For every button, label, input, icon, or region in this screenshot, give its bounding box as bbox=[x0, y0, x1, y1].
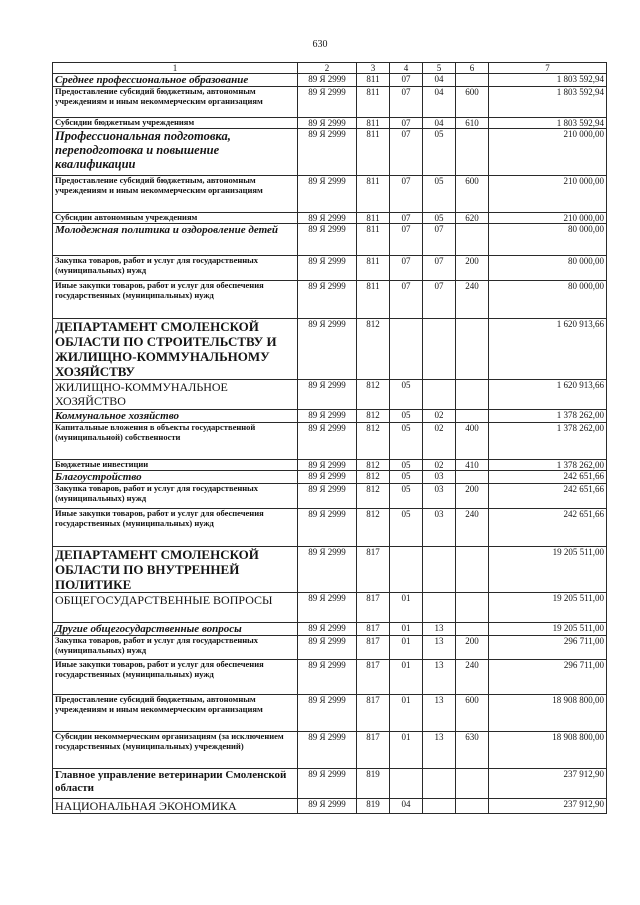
expense-type-cell bbox=[456, 769, 489, 799]
column-header: 2 bbox=[298, 63, 357, 74]
subsection-code-cell bbox=[423, 319, 456, 380]
subsection-code-cell: 02 bbox=[423, 423, 456, 460]
subsection-code-cell: 03 bbox=[423, 471, 456, 484]
column-header: 7 bbox=[489, 63, 607, 74]
amount-cell: 1 803 592,94 bbox=[489, 87, 607, 118]
ministry-code-cell: 811 bbox=[357, 256, 390, 281]
ministry-code-cell: 812 bbox=[357, 410, 390, 423]
table-body bbox=[53, 74, 607, 814]
section-code-cell: 05 bbox=[390, 460, 423, 471]
section-code-cell: 07 bbox=[390, 74, 423, 87]
row-name-cell: Коммунальное хозяйство bbox=[53, 410, 298, 423]
subsection-code-cell: 04 bbox=[423, 74, 456, 87]
expense-type-cell bbox=[456, 799, 489, 814]
expense-type-cell bbox=[456, 593, 489, 623]
expense-type-cell: 200 bbox=[456, 484, 489, 509]
section-code-cell: 07 bbox=[390, 224, 423, 256]
row-name-cell: Закупка товаров, работ и услуг для государственных (муниципальных) нужд bbox=[53, 256, 298, 281]
row-name-cell: Предоставление субсидий бюджетным, автономным учреждениям и иным некоммерческим организациям bbox=[53, 87, 298, 118]
amount-cell: 1 620 913,66 bbox=[489, 319, 607, 380]
table-row bbox=[53, 695, 607, 732]
target-code-cell: 89 Я 2999 bbox=[298, 623, 357, 636]
subsection-code-cell: 04 bbox=[423, 87, 456, 118]
target-code-cell: 89 Я 2999 bbox=[298, 484, 357, 509]
amount-cell: 1 378 262,00 bbox=[489, 423, 607, 460]
row-name-cell: Иные закупки товаров, работ и услуг для обеспечения государственных (муниципальных) нужд bbox=[53, 281, 298, 319]
expense-type-cell bbox=[456, 410, 489, 423]
amount-cell: 210 000,00 bbox=[489, 213, 607, 224]
amount-cell: 80 000,00 bbox=[489, 281, 607, 319]
expense-type-cell: 400 bbox=[456, 423, 489, 460]
row-name-cell: ЖИЛИЩНО-КОММУНАЛЬНОЕ ХОЗЯЙСТВО bbox=[53, 380, 298, 410]
amount-cell: 80 000,00 bbox=[489, 256, 607, 281]
row-name-cell: Субсидии автономным учреждениям bbox=[53, 213, 298, 224]
column-header: 1 bbox=[53, 63, 298, 74]
expense-type-cell: 620 bbox=[456, 213, 489, 224]
ministry-code-cell: 817 bbox=[357, 547, 390, 593]
row-name-cell: Субсидии некоммерческим организациям (за исключением государственных (муниципальных) учреждений) bbox=[53, 732, 298, 769]
table-row bbox=[53, 636, 607, 660]
subsection-code-cell: 04 bbox=[423, 118, 456, 129]
subsection-code-cell: 02 bbox=[423, 410, 456, 423]
section-code-cell: 07 bbox=[390, 118, 423, 129]
amount-cell: 18 908 800,00 bbox=[489, 732, 607, 769]
expense-type-cell: 630 bbox=[456, 732, 489, 769]
amount-cell: 296 711,00 bbox=[489, 636, 607, 660]
expense-type-cell bbox=[456, 623, 489, 636]
table-row bbox=[53, 129, 607, 176]
ministry-code-cell: 817 bbox=[357, 623, 390, 636]
ministry-code-cell: 812 bbox=[357, 380, 390, 410]
table-row bbox=[53, 319, 607, 380]
table-row bbox=[53, 471, 607, 484]
section-code-cell: 01 bbox=[390, 660, 423, 695]
row-name-cell: Другие общегосударственные вопросы bbox=[53, 623, 298, 636]
amount-cell: 242 651,66 bbox=[489, 509, 607, 547]
expense-type-cell bbox=[456, 547, 489, 593]
amount-cell: 1 803 592,94 bbox=[489, 74, 607, 87]
row-name-cell: Бюджетные инвестиции bbox=[53, 460, 298, 471]
subsection-code-cell: 05 bbox=[423, 213, 456, 224]
section-code-cell bbox=[390, 769, 423, 799]
section-code-cell: 07 bbox=[390, 256, 423, 281]
row-name-cell: Капитальные вложения в объекты государственной (муниципальной) собственности bbox=[53, 423, 298, 460]
table-row bbox=[53, 281, 607, 319]
row-name-cell: НАЦИОНАЛЬНАЯ ЭКОНОМИКА bbox=[53, 799, 298, 814]
column-header: 4 bbox=[390, 63, 423, 74]
expense-type-cell bbox=[456, 74, 489, 87]
section-code-cell: 04 bbox=[390, 799, 423, 814]
column-header: 5 bbox=[423, 63, 456, 74]
subsection-code-cell bbox=[423, 799, 456, 814]
ministry-code-cell: 811 bbox=[357, 213, 390, 224]
target-code-cell: 89 Я 2999 bbox=[298, 660, 357, 695]
subsection-code-cell: 05 bbox=[423, 129, 456, 176]
amount-cell: 1 803 592,94 bbox=[489, 118, 607, 129]
target-code-cell: 89 Я 2999 bbox=[298, 176, 357, 213]
expense-type-cell bbox=[456, 380, 489, 410]
section-code-cell: 01 bbox=[390, 695, 423, 732]
table-row bbox=[53, 509, 607, 547]
amount-cell: 1 620 913,66 bbox=[489, 380, 607, 410]
table-row bbox=[53, 547, 607, 593]
amount-cell: 210 000,00 bbox=[489, 176, 607, 213]
section-code-cell: 05 bbox=[390, 484, 423, 509]
section-code-cell bbox=[390, 547, 423, 593]
row-name-cell: ДЕПАРТАМЕНТ СМОЛЕНСКОЙ ОБЛАСТИ ПО СТРОИТЕЛЬСТВУ И ЖИЛИЩНО-КОММУНАЛЬНОМУ ХОЗЯЙСТВУ bbox=[53, 319, 298, 380]
subsection-code-cell: 07 bbox=[423, 256, 456, 281]
table-row bbox=[53, 623, 607, 636]
target-code-cell: 89 Я 2999 bbox=[298, 87, 357, 118]
target-code-cell: 89 Я 2999 bbox=[298, 74, 357, 87]
target-code-cell: 89 Я 2999 bbox=[298, 423, 357, 460]
table-row bbox=[53, 732, 607, 769]
section-code-cell: 07 bbox=[390, 176, 423, 213]
target-code-cell: 89 Я 2999 bbox=[298, 799, 357, 814]
row-name-cell: ОБЩЕГОСУДАРСТВЕННЫЕ ВОПРОСЫ bbox=[53, 593, 298, 623]
amount-cell: 1 378 262,00 bbox=[489, 460, 607, 471]
amount-cell: 18 908 800,00 bbox=[489, 695, 607, 732]
target-code-cell: 89 Я 2999 bbox=[298, 593, 357, 623]
table-row bbox=[53, 769, 607, 799]
ministry-code-cell: 811 bbox=[357, 224, 390, 256]
section-code-cell: 01 bbox=[390, 623, 423, 636]
table-row bbox=[53, 460, 607, 471]
ministry-code-cell: 817 bbox=[357, 732, 390, 769]
ministry-code-cell: 811 bbox=[357, 281, 390, 319]
target-code-cell: 89 Я 2999 bbox=[298, 281, 357, 319]
amount-cell: 296 711,00 bbox=[489, 660, 607, 695]
ministry-code-cell: 811 bbox=[357, 129, 390, 176]
subsection-code-cell bbox=[423, 547, 456, 593]
expense-type-cell: 240 bbox=[456, 281, 489, 319]
row-name-cell: Иные закупки товаров, работ и услуг для обеспечения государственных (муниципальных) нужд bbox=[53, 509, 298, 547]
ministry-code-cell: 819 bbox=[357, 799, 390, 814]
expense-type-cell: 410 bbox=[456, 460, 489, 471]
subsection-code-cell: 02 bbox=[423, 460, 456, 471]
target-code-cell: 89 Я 2999 bbox=[298, 410, 357, 423]
amount-cell: 19 205 511,00 bbox=[489, 623, 607, 636]
ministry-code-cell: 812 bbox=[357, 509, 390, 547]
ministry-code-cell: 811 bbox=[357, 118, 390, 129]
subsection-code-cell bbox=[423, 769, 456, 799]
expense-type-cell: 240 bbox=[456, 509, 489, 547]
expense-type-cell: 200 bbox=[456, 256, 489, 281]
ministry-code-cell: 811 bbox=[357, 74, 390, 87]
ministry-code-cell: 812 bbox=[357, 471, 390, 484]
target-code-cell: 89 Я 2999 bbox=[298, 118, 357, 129]
target-code-cell: 89 Я 2999 bbox=[298, 471, 357, 484]
section-code-cell: 05 bbox=[390, 380, 423, 410]
table-row bbox=[53, 799, 607, 814]
table-row bbox=[53, 380, 607, 410]
amount-cell: 242 651,66 bbox=[489, 471, 607, 484]
section-code-cell: 05 bbox=[390, 410, 423, 423]
column-header: 3 bbox=[357, 63, 390, 74]
amount-cell: 242 651,66 bbox=[489, 484, 607, 509]
row-name-cell: Закупка товаров, работ и услуг для государственных (муниципальных) нужд bbox=[53, 636, 298, 660]
amount-cell: 1 378 262,00 bbox=[489, 410, 607, 423]
ministry-code-cell: 817 bbox=[357, 593, 390, 623]
subsection-code-cell: 13 bbox=[423, 623, 456, 636]
target-code-cell: 89 Я 2999 bbox=[298, 256, 357, 281]
row-name-cell: Предоставление субсидий бюджетным, автономным учреждениям и иным некоммерческим организациям bbox=[53, 695, 298, 732]
ministry-code-cell: 819 bbox=[357, 769, 390, 799]
row-name-cell: Среднее профессиональное образование bbox=[53, 74, 298, 87]
amount-cell: 80 000,00 bbox=[489, 224, 607, 256]
amount-cell: 210 000,00 bbox=[489, 129, 607, 176]
row-name-cell: Иные закупки товаров, работ и услуг для обеспечения государственных (муниципальных) нужд bbox=[53, 660, 298, 695]
amount-cell: 237 912,90 bbox=[489, 769, 607, 799]
row-name-cell: Предоставление субсидий бюджетным, автономным учреждениям и иным некоммерческим организациям bbox=[53, 176, 298, 213]
subsection-code-cell: 13 bbox=[423, 732, 456, 769]
row-name-cell: Главное управление ветеринарии Смоленской области bbox=[53, 769, 298, 799]
header-row bbox=[53, 63, 607, 74]
target-code-cell: 89 Я 2999 bbox=[298, 319, 357, 380]
table-row bbox=[53, 410, 607, 423]
ministry-code-cell: 817 bbox=[357, 636, 390, 660]
row-name-cell: ДЕПАРТАМЕНТ СМОЛЕНСКОЙ ОБЛАСТИ ПО ВНУТРЕННЕЙ ПОЛИТИКЕ bbox=[53, 547, 298, 593]
target-code-cell: 89 Я 2999 bbox=[298, 509, 357, 547]
subsection-code-cell bbox=[423, 380, 456, 410]
section-code-cell: 07 bbox=[390, 129, 423, 176]
target-code-cell: 89 Я 2999 bbox=[298, 213, 357, 224]
subsection-code-cell: 03 bbox=[423, 509, 456, 547]
page-number: 630 bbox=[312, 39, 328, 50]
row-name-cell: Благоустройство bbox=[53, 471, 298, 484]
table-row bbox=[53, 213, 607, 224]
section-code-cell: 07 bbox=[390, 213, 423, 224]
amount-cell: 19 205 511,00 bbox=[489, 593, 607, 623]
expense-type-cell: 600 bbox=[456, 695, 489, 732]
subsection-code-cell: 03 bbox=[423, 484, 456, 509]
ministry-code-cell: 817 bbox=[357, 660, 390, 695]
subsection-code-cell: 13 bbox=[423, 636, 456, 660]
subsection-code-cell: 07 bbox=[423, 281, 456, 319]
section-code-cell: 01 bbox=[390, 636, 423, 660]
ministry-code-cell: 812 bbox=[357, 423, 390, 460]
expense-type-cell bbox=[456, 471, 489, 484]
subsection-code-cell: 05 bbox=[423, 176, 456, 213]
target-code-cell: 89 Я 2999 bbox=[298, 732, 357, 769]
ministry-code-cell: 811 bbox=[357, 87, 390, 118]
ministry-code-cell: 812 bbox=[357, 484, 390, 509]
subsection-code-cell bbox=[423, 593, 456, 623]
expense-type-cell bbox=[456, 319, 489, 380]
target-code-cell: 89 Я 2999 bbox=[298, 769, 357, 799]
expense-type-cell: 240 bbox=[456, 660, 489, 695]
table-row bbox=[53, 176, 607, 213]
column-header: 6 bbox=[456, 63, 489, 74]
amount-cell: 237 912,90 bbox=[489, 799, 607, 814]
target-code-cell: 89 Я 2999 bbox=[298, 380, 357, 410]
row-name-cell: Закупка товаров, работ и услуг для государственных (муниципальных) нужд bbox=[53, 484, 298, 509]
row-name-cell: Молодежная политика и оздоровление детей bbox=[53, 224, 298, 256]
section-code-cell: 01 bbox=[390, 732, 423, 769]
budget-table bbox=[52, 62, 607, 814]
expense-type-cell bbox=[456, 129, 489, 176]
expense-type-cell: 600 bbox=[456, 87, 489, 118]
target-code-cell: 89 Я 2999 bbox=[298, 695, 357, 732]
section-code-cell bbox=[390, 319, 423, 380]
subsection-code-cell: 13 bbox=[423, 660, 456, 695]
target-code-cell: 89 Я 2999 bbox=[298, 224, 357, 256]
ministry-code-cell: 817 bbox=[357, 695, 390, 732]
section-code-cell: 05 bbox=[390, 509, 423, 547]
table-row bbox=[53, 660, 607, 695]
section-code-cell: 01 bbox=[390, 593, 423, 623]
ministry-code-cell: 811 bbox=[357, 176, 390, 213]
subsection-code-cell: 07 bbox=[423, 224, 456, 256]
table-row bbox=[53, 224, 607, 256]
ministry-code-cell: 812 bbox=[357, 460, 390, 471]
section-code-cell: 07 bbox=[390, 281, 423, 319]
section-code-cell: 05 bbox=[390, 423, 423, 460]
target-code-cell: 89 Я 2999 bbox=[298, 547, 357, 593]
table-row bbox=[53, 593, 607, 623]
table-row bbox=[53, 74, 607, 87]
row-name-cell: Субсидии бюджетным учреждениям bbox=[53, 118, 298, 129]
expense-type-cell: 610 bbox=[456, 118, 489, 129]
table-row bbox=[53, 256, 607, 281]
table-row bbox=[53, 87, 607, 118]
amount-cell: 19 205 511,00 bbox=[489, 547, 607, 593]
table-row bbox=[53, 423, 607, 460]
expense-type-cell: 200 bbox=[456, 636, 489, 660]
target-code-cell: 89 Я 2999 bbox=[298, 129, 357, 176]
ministry-code-cell: 812 bbox=[357, 319, 390, 380]
subsection-code-cell: 13 bbox=[423, 695, 456, 732]
expense-type-cell bbox=[456, 224, 489, 256]
target-code-cell: 89 Я 2999 bbox=[298, 636, 357, 660]
expense-type-cell: 600 bbox=[456, 176, 489, 213]
section-code-cell: 05 bbox=[390, 471, 423, 484]
row-name-cell: Профессиональная подготовка, переподготовка и повышение квалификации bbox=[53, 129, 298, 176]
target-code-cell: 89 Я 2999 bbox=[298, 460, 357, 471]
section-code-cell: 07 bbox=[390, 87, 423, 118]
table-row bbox=[53, 484, 607, 509]
table-row bbox=[53, 118, 607, 129]
